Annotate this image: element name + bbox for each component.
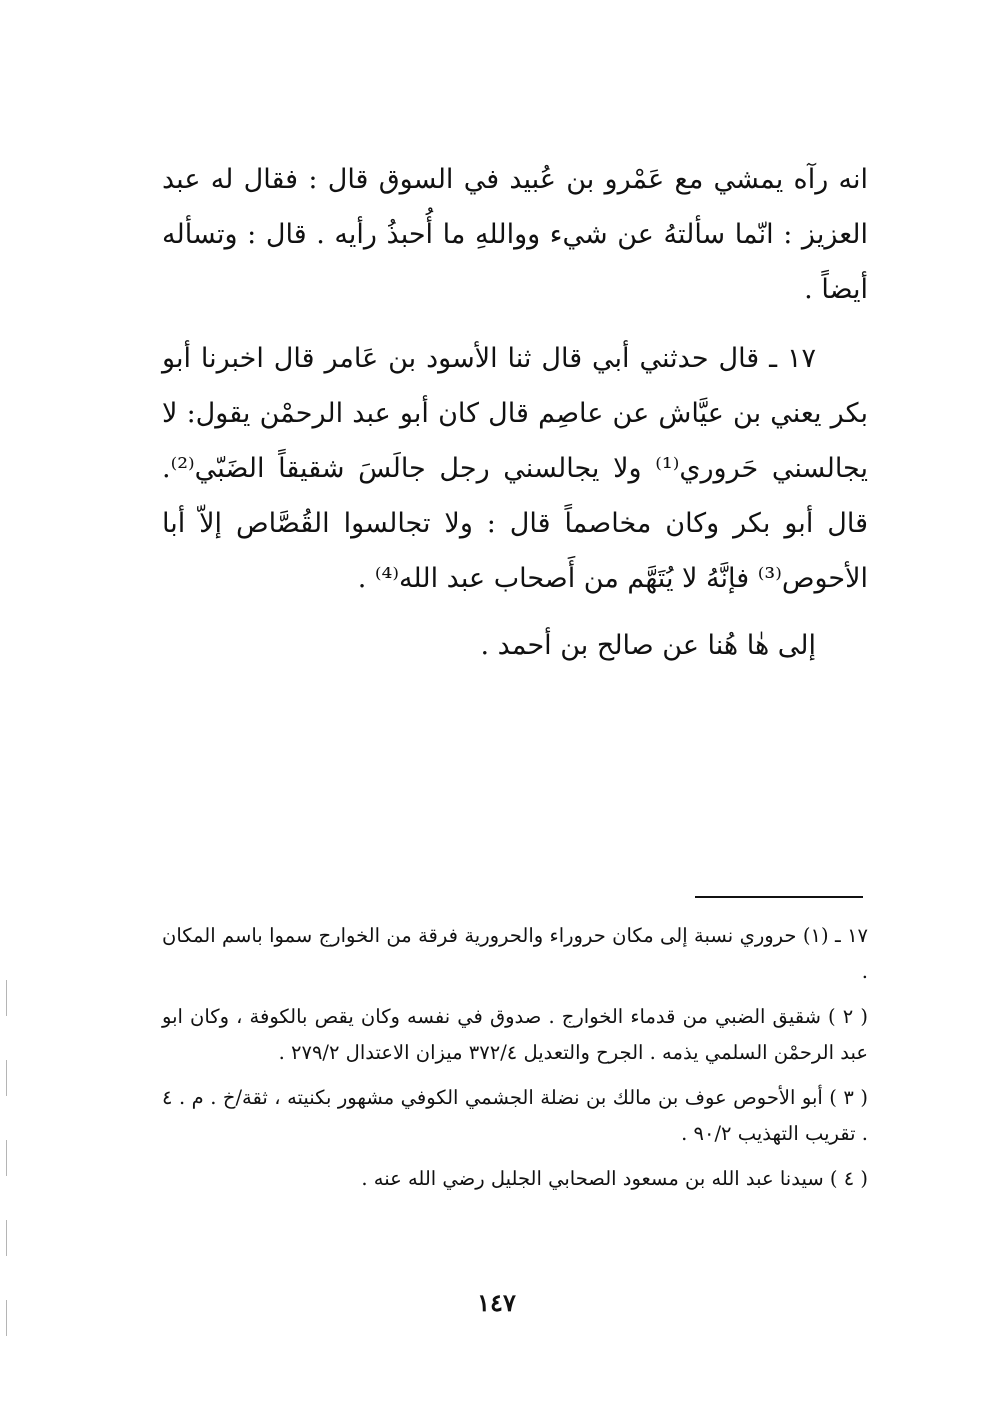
footnote-3: ( ٣ ) أبو الأحوص عوف بن مالك بن نضلة الجشمي الكوفي مشهور بكنيته ، ثقة/خ . م . ٤ . تقريب التهذيب ٩٠/٢ . <box>162 1086 868 1145</box>
footnote-2: ( ٢ ) شقيق الضبي من قدماء الخوارج . صدوق في نفسه وكان يقص بالكوفة ، وكان ابو عبد الرحمْن السلمي يذمه . الجرح والتعديل ٣٧٢/٤ ميزان الاعتدال ٢٧٩/٢ . <box>162 1005 869 1064</box>
binding-edge-mark <box>6 1140 7 1176</box>
main-text <box>162 152 868 673</box>
paragraph-continuation: انه رآه يمشي مع عَمْرو بن عُبيد في السوق قال : فقال له عبد العزيز : انّما سألتهُ عن شيء وواللهِ ما أُحبذُ رأيه . قال : وتسأله أيضاً . <box>162 164 868 305</box>
binding-edge-mark <box>6 1060 7 1096</box>
footnotes <box>162 918 868 1206</box>
footnote-1: ١٧ ـ (١) حروري نسبة إلى مكان حروراء والحرورية فرقة من الخوارج سموا باسم المكان . <box>162 924 869 983</box>
binding-edge-mark <box>6 1220 7 1256</box>
page-number: ١٤٧ <box>477 1288 516 1317</box>
footnote-separator <box>695 896 863 898</box>
closing-line: إلى هٰا هُنا عن صالح بن أحمد . <box>480 630 816 661</box>
paragraph-narration-17: ١٧ ـ قال حدثني أبي قال ثنا الأسود بن عَامر قال اخبرنا أبو بكر يعني بن عيَّاش عن عاصِم قال كان أبو عبد الرحمْن يقول: لا يجالسني حَروري⁽¹⁾ ولا يجالسني رجل جالَسَ شقيقاً الضَبّي⁽²⁾. قال أبو بكر وكان مخاصماً قال : ولا تجالسوا القُصَّاص إلاّ أبا الأحوص⁽³⁾ فإنَّهُ لا يُتَهَّم من أَصحاب عبد الله⁽⁴⁾ . <box>162 343 868 594</box>
binding-edge-mark <box>6 980 7 1016</box>
footnote-4: ( ٤ ) سيدنا عبد الله بن مسعود الصحابي الجليل رضي الله عنه . <box>361 1167 868 1190</box>
